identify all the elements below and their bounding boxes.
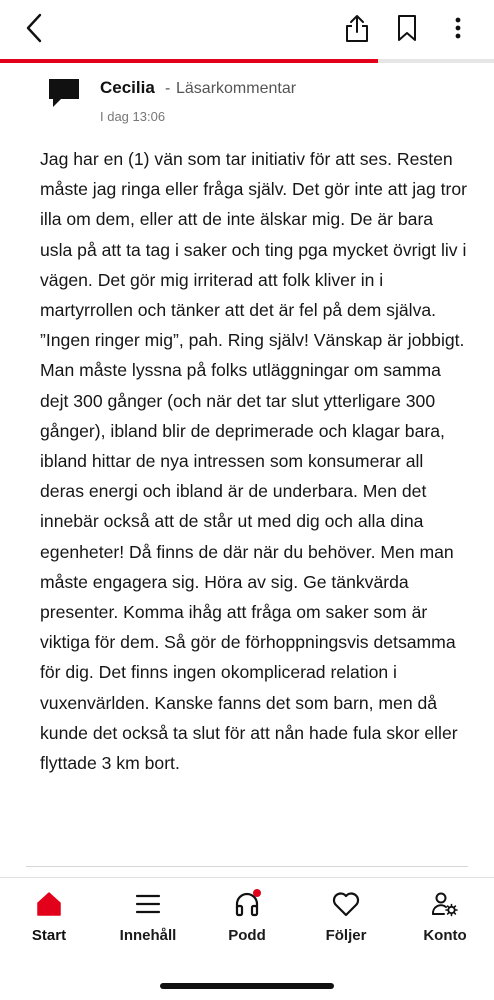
author-separator: - [165,80,171,97]
tab-label: Innehåll [119,927,177,944]
tab-start[interactable] [0,878,98,958]
bookmark-icon [395,13,419,43]
home-icon [36,891,62,917]
tab-foljer[interactable] [297,878,395,958]
heart-icon [332,891,360,917]
tab-konto[interactable] [396,878,494,958]
back-button[interactable] [14,8,54,48]
bookmark-button[interactable] [387,8,427,48]
tab-podd[interactable] [198,878,296,958]
tab-label: Start [31,927,67,944]
chevron-left-icon [22,13,46,43]
content-divider [26,866,468,867]
tab-innehall[interactable] [99,878,197,958]
comment-author: Cecilia [100,78,155,97]
comment-text: Jag har en (1) vän som tar initiativ för att ses. Resten måste jag ringa eller fråga själv. Det gör inte att jag tror illa om dem, eller att de inte älskar mig. De är bara usla på att ta tag i saker och ting pga mycket övrigt liv i vägen. Det gör mig irriterad att folk kliver in i martyrrollen och tänker att det är fel på dem själva. ”Ingen ringer mig”, pah. Ring själv! Vänskap är jobbigt. Man måste lyssna på folks utläggningar om samma dejt 300 gånger (och när det tar slut ytterligare 300 gånger), ibland blir de deprimerade och klagar bara, ibland hittar de nya intressen som konsumerar all deras energi och ibland är de underbara. Men det innebär också att de står ut med dig och alla dina egenheter! Då finns de där när du behöver. Men man måste engagera sig. Höra av sig. Ge tänkvärda presenter. Komma ihåg att fråga om saker som är viktiga för dem. Så gör de förhoppningsvis detsamma för dig. Det finns ingen okomplicerad relation i vuxenvärlden. Kanske fanns det som barn, men då kunde det också ta slut för att nån hade fula skor eller flyttade 3 km bort. [40,149,468,774]
comment-role: Läsarkommentar [176,80,297,97]
tab-label: Podd [228,927,266,944]
share-button[interactable] [337,8,377,48]
comment-timestamp: I dag 13:06 [100,109,166,124]
tab-label: Konto [423,927,467,944]
top-bar [0,0,494,58]
more-options-button[interactable] [438,8,478,48]
speech-bubble-icon [48,78,80,108]
new-episode-badge [253,889,261,897]
reading-progress-bar [0,59,494,63]
more-vertical-icon [453,13,463,43]
comment-header [0,64,494,134]
user-settings-icon [431,891,459,917]
menu-icon [135,893,161,915]
home-indicator[interactable] [160,983,334,989]
reading-progress-fill [0,59,378,63]
share-icon [344,13,370,43]
tab-label: Följer [325,927,367,944]
bottom-tab-bar [0,878,494,958]
